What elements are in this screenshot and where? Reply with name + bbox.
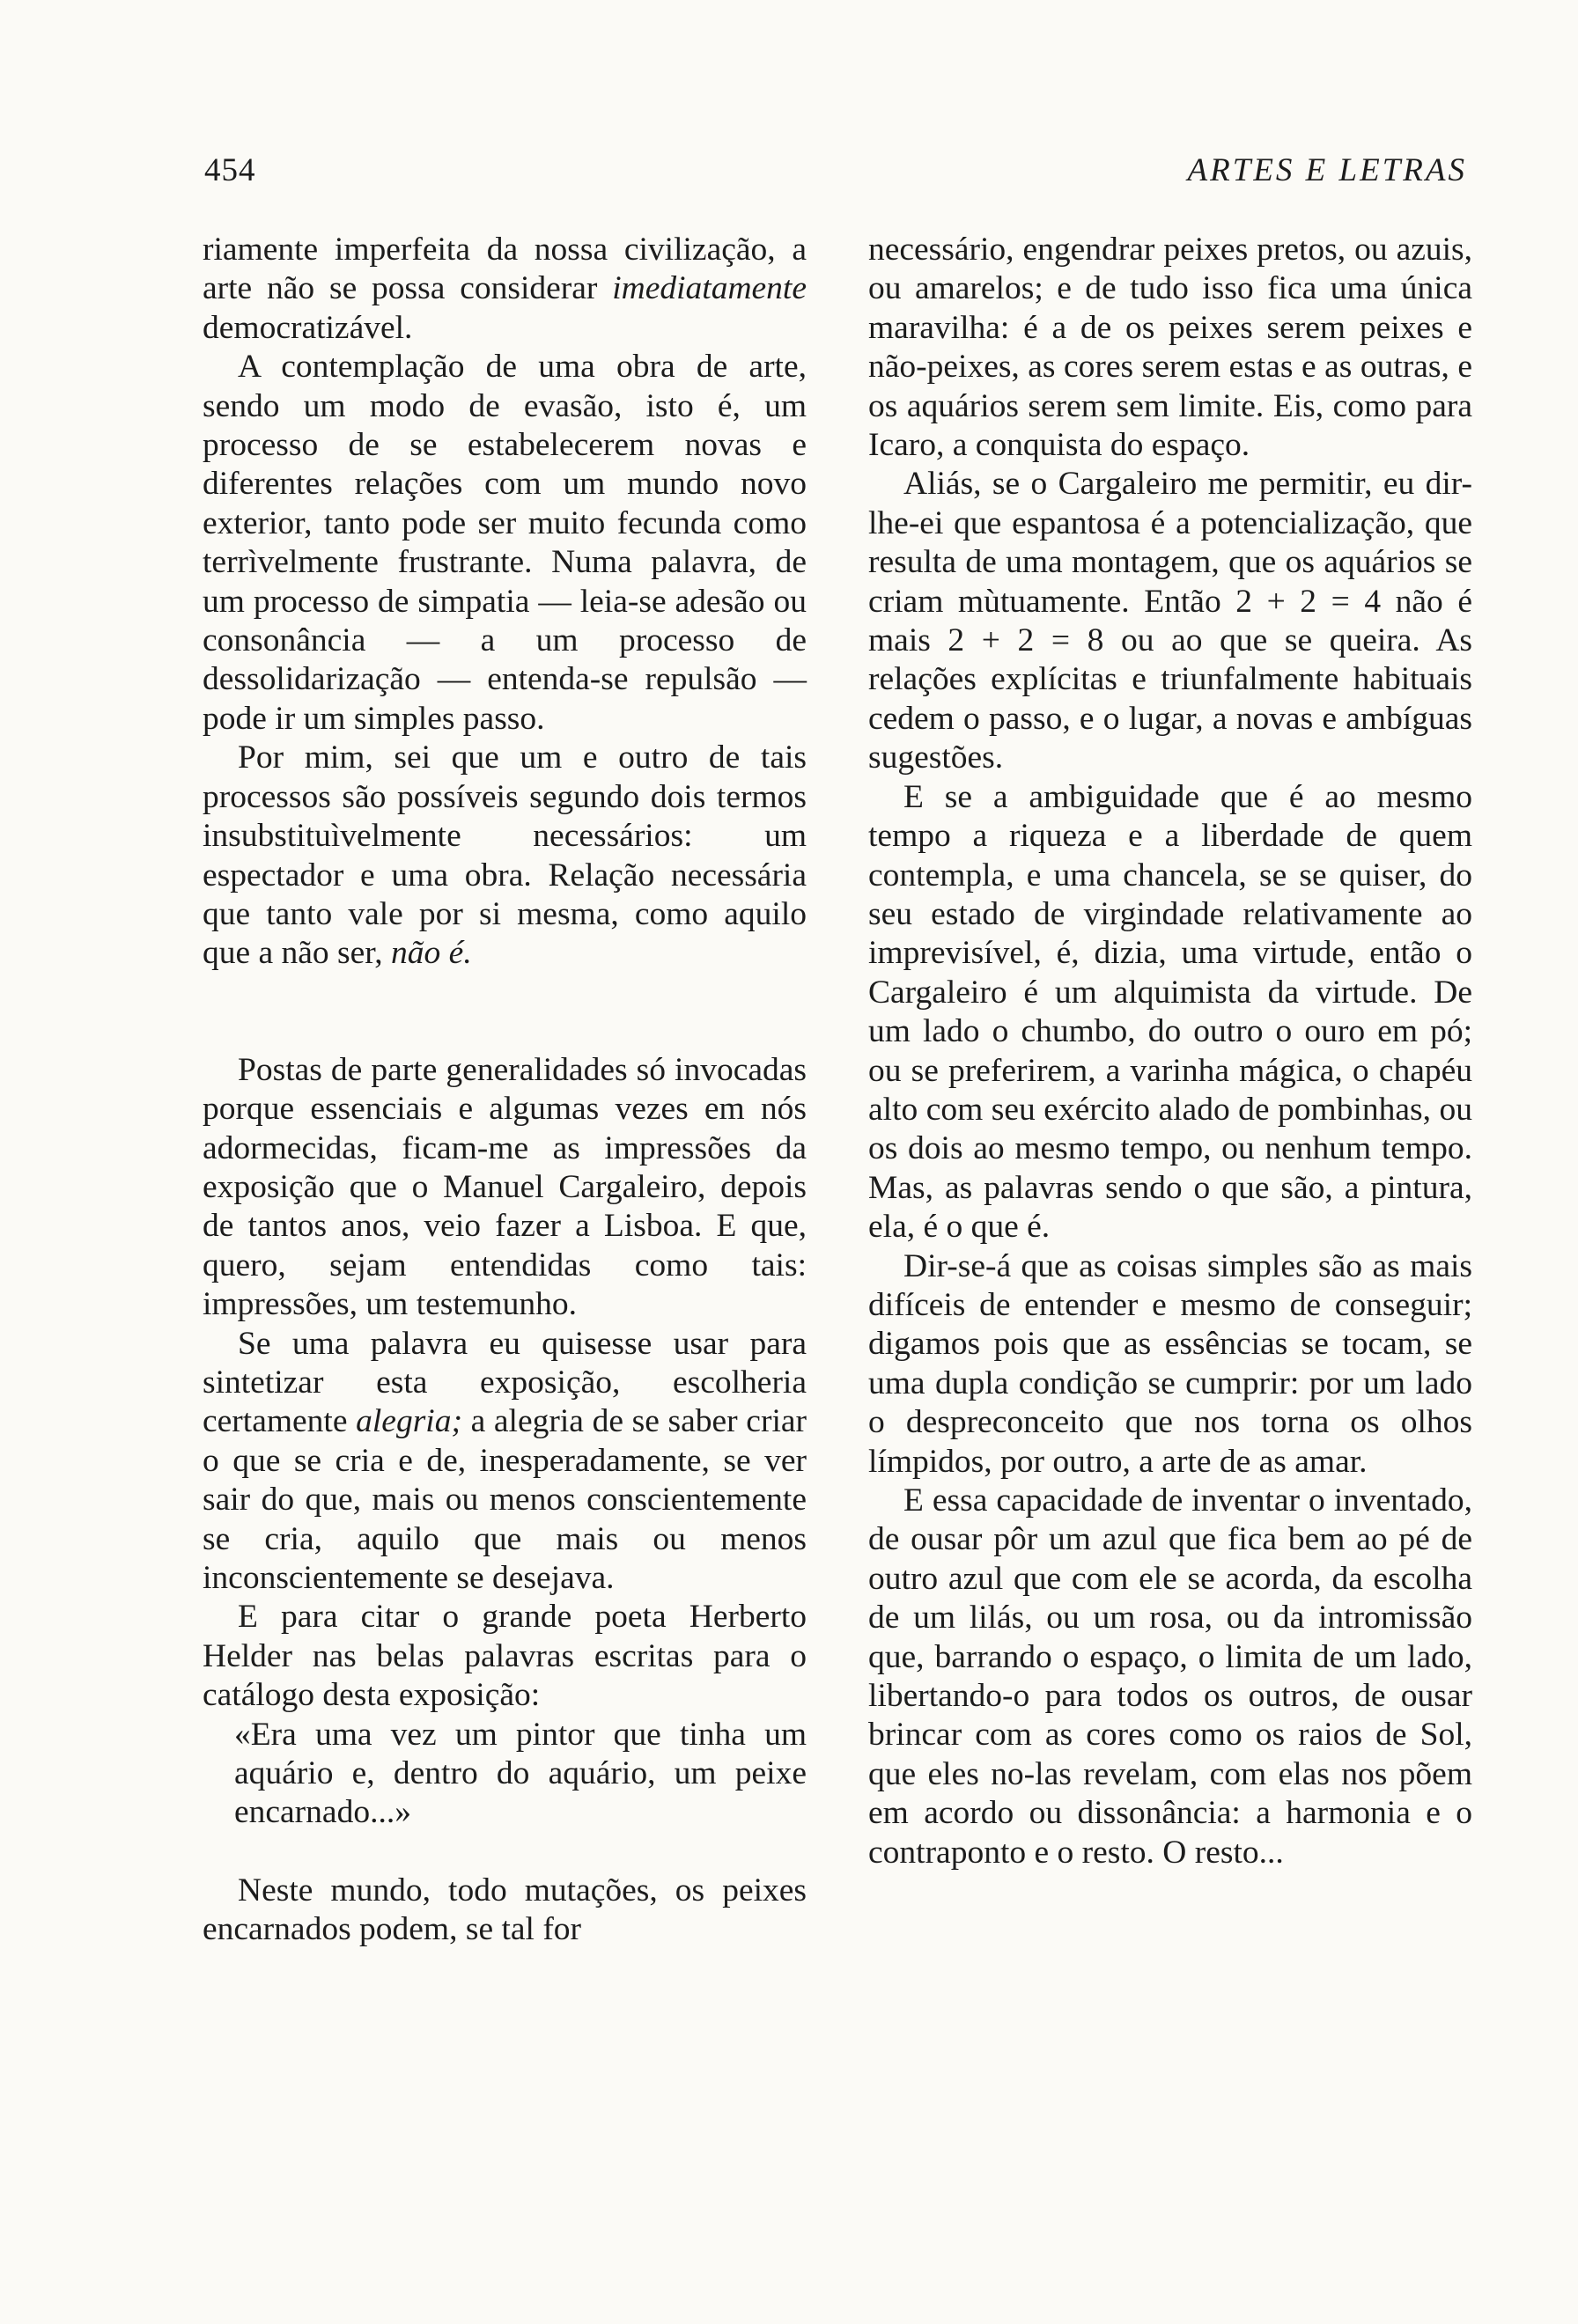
paragraph: Aliás, se o Cargaleiro me permitir, eu dir-lhe-ei que espantosa é a potencialização, que resulta de uma montagem, que os aquários se criam mùtuamente. Então 2 + 2 = 4 não é mais 2 + 2 = 8 ou ao que se queira. As relações explícitas e triunfalmente habituais cedem o passo, e o lugar, a novas e ambíguas sugestões. xyxy=(868,466,1472,776)
left-column xyxy=(203,231,807,1950)
paragraph: E se a ambiguidade que é ao mesmo tempo a riqueza e a liberdade de quem contempla, e uma chancela, se se quiser, do seu estado de virgindade relativamente ao imprevisível, é, dizia, uma virtude, então o Cargaleiro é um alquimista da virtude. De um lado o chumbo, do outro o ouro em pó; ou se preferirem, a varinha mágica, o chapéu alto com seu exército alado de pombinhas, ou os dois ao mesmo tempo, ou nenhum tempo. Mas, as palavras sendo o que são, a pintura, ela, é o que é. xyxy=(868,778,1472,1246)
paragraph xyxy=(203,739,807,973)
block-quote: «Era uma vez um pintor que tinha um aquário e, dentro do aquário, um peixe encarnado...» xyxy=(234,1716,807,1831)
page-number: 454 xyxy=(204,152,256,188)
paragraph xyxy=(203,231,807,348)
text-run: democratizável. xyxy=(203,309,413,346)
text-run: Por mim, sei que um e outro de tais processos são possíveis segundo dois termos insubstituìvelmente necessários: um espectador e uma obra. Relação necessária que tanto vale por si mesma, como aquilo que a não ser, xyxy=(203,739,807,972)
right-column xyxy=(868,231,1472,1872)
paragraph: Neste mundo, todo mutações, os peixes encarnados podem, se tal for xyxy=(203,1872,807,1948)
paragraph: E essa capacidade de inventar o inventado, de ousar pôr um azul que fica bem ao pé de outro azul que com ele se acorda, da escolha de um lilás, ou um rosa, ou da intromissão que, barrando o espaço, o limita de um lado, libertando-o para todos os outros, de ousar brincar com as cores como os raios de Sol, que eles no-las revelam, com elas nos põem em acordo ou dissonância: a harmonia e o contraponto e o resto. O resto... xyxy=(868,1482,1472,1871)
paragraph: Dir-se-á que as coisas simples são as mais difíceis de entender e mesmo de conseguir; digamos pois que as essências se tocam, se uma dupla condição se cumprir: por um lado o despreconceito que nos torna os olhos límpidos, por outro, a arte de as amar. xyxy=(868,1247,1472,1480)
text-run: a alegria de se saber criar o que se cria e de, inesperadamente, se ver sair do que, mais ou menos conscientemente se cria, aquilo que mais ou menos inconscientemente se desejava. xyxy=(203,1403,807,1596)
paragraph: Postas de parte generalidades só invocadas porque essenciais e algumas vezes em nós adormecidas, ficam-me as impressões da exposição que o Manuel Cargaleiro, depois de tantos anos, veio fazer a Lisboa. E que, quero, sejam entendidas como tais: impressões, um testemunho. xyxy=(203,1051,807,1323)
paragraph: A contemplação de uma obra de arte, sendo um modo de evasão, isto é, um processo de se estabelecerem novas e diferentes relações com um mundo novo exterior, tanto pode ser muito fecunda como terrìvelmente frustrante. Numa palavra, de um processo de simpatia — leia-se adesão ou consonância — a um processo de dessolidarização — entenda-se repulsão — pode ir um simples passo. xyxy=(203,349,807,737)
paragraph xyxy=(203,1325,807,1599)
paragraph: necessário, engendrar peixes pretos, ou azuis, ou amarelos; e de tudo isso fica uma única maravilha: é a de os peixes serem peixes e não-peixes, as cores serem estas e as outras, e os aquários serem sem limite. Eis, como para Icaro, a conquista do espaço. xyxy=(868,232,1472,464)
text-run: Se uma palavra eu quisesse usar para sintetizar esta exposição, escolheria certamente xyxy=(203,1325,807,1440)
emphasis-text: não é. xyxy=(391,935,472,972)
emphasis-text: imediatamente xyxy=(612,270,807,307)
emphasis-text: alegria; xyxy=(356,1403,462,1440)
running-title: ARTES E LETRAS xyxy=(1187,152,1467,188)
text-run: riamente imperfeita da nossa civilização, a arte não se possa considerar xyxy=(203,232,807,307)
paragraph: E para citar o grande poeta Herberto Helder nas belas palavras escritas para o catálogo desta exposição: xyxy=(203,1599,807,1714)
